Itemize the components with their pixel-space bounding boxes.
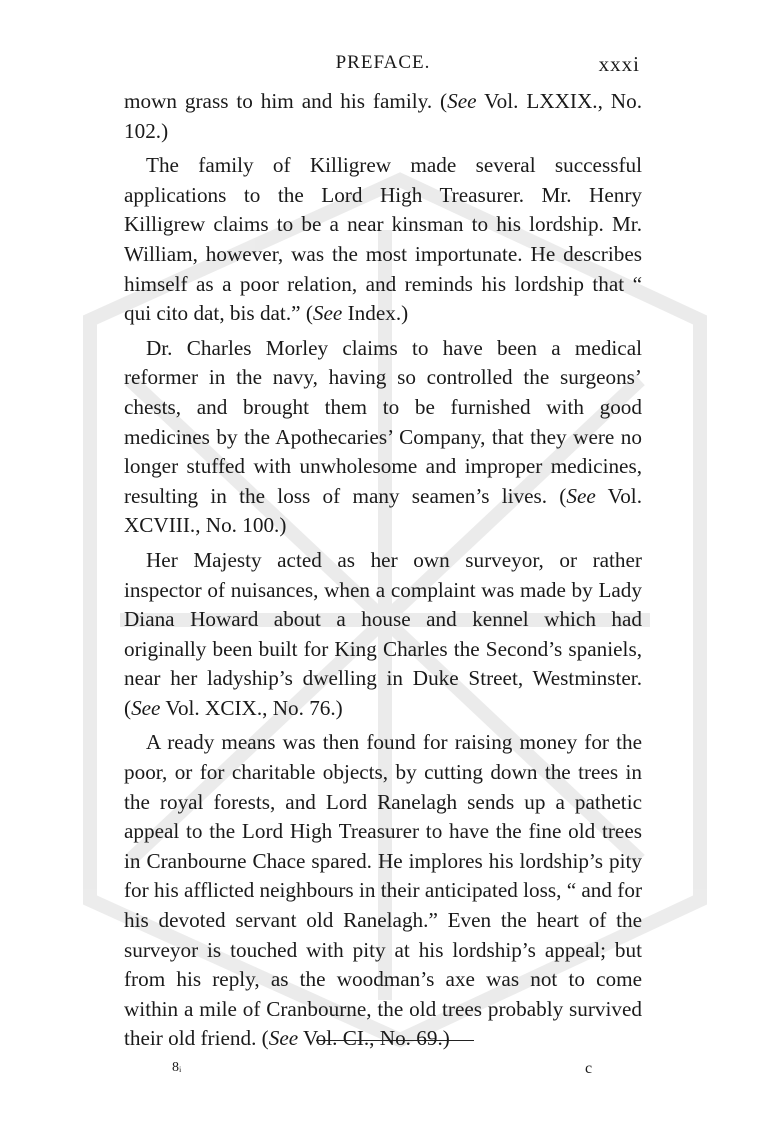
paragraph-text: Vol. LXXIX., No. 102.) — [124, 89, 642, 143]
paragraph-text: Her Majesty acted as her own surveyor, or rather inspector of nuisances, when a complaint was made by Lady Diana Howard about a house and kennel which had originally been built for King Charles the Second’s spaniels, near her ladyship’s dwelling in Duke Street, Westminster. ( — [124, 547, 642, 720]
italic-text: See — [447, 89, 477, 113]
page-header — [124, 52, 642, 80]
paragraph — [124, 151, 642, 329]
paragraph — [124, 87, 642, 146]
paragraph-text: mown grass to him and his family. ( — [124, 89, 448, 113]
signature-mark-left: 8ᵢ — [172, 1060, 182, 1075]
italic-text: See — [268, 1026, 299, 1051]
italic-text: See — [566, 483, 596, 508]
paragraph-text: Dr. Charles Morley claims to have been a medical reformer in the navy, having so controlled the surgeons’ chests, and brought them to be furnished with good medicines by the Apothecaries’ Company, that they were no longer stuffed with unwholesome and improper medicines, resulting in the loss of many seamen’s lives. ( — [124, 335, 642, 508]
paragraph-text: A ready means was then found for raising money for the poor, or for charitable objects, by cutting down the trees in the royal forests, and Lord Ranelagh sends up a pathetic appeal to the Lord High Treasurer to have the fine old trees in Cranbourne Chace spared. He implores his lordship’s pity for his afflicted neighbours in their anticipated loss, “ and for his devoted servant old Ranelagh.” Even the heart of the surveyor is touched with pity at his lordship’s appeal; but from his reply, as the woodman’s axe was not to come within a mile of Cranbourne, the old trees probably survived their old friend. ( — [124, 730, 642, 1051]
italic-text: See — [312, 301, 343, 326]
section-rule — [316, 1040, 474, 1041]
italic-text: See — [131, 695, 161, 720]
signature-mark-right: c — [585, 1060, 593, 1077]
paragraph — [124, 546, 642, 724]
page-number: xxxi — [598, 52, 640, 76]
paragraph-text: Vol. XCIX., No. 76.) — [160, 695, 343, 720]
paragraph — [124, 728, 642, 1054]
paragraph-text: Index.) — [342, 301, 409, 326]
paragraph — [124, 334, 642, 541]
body-text — [124, 87, 642, 1059]
paragraph-text: The family of Killigrew made several successful applications to the Lord High Treasurer. Mr. Henry Killigrew claims to be a near kinsman to his lordship. Mr. William, however, was the most importunate. He describes himself as a poor relation, and reminds his lordship that “ qui cito dat, bis dat.” ( — [124, 153, 642, 326]
running-head: PREFACE. — [335, 52, 431, 73]
paragraph-text: Vol. XCVIII., No. 100.) — [124, 483, 642, 538]
paragraph-text: Vol. CI., No. 69.) — [298, 1026, 450, 1051]
